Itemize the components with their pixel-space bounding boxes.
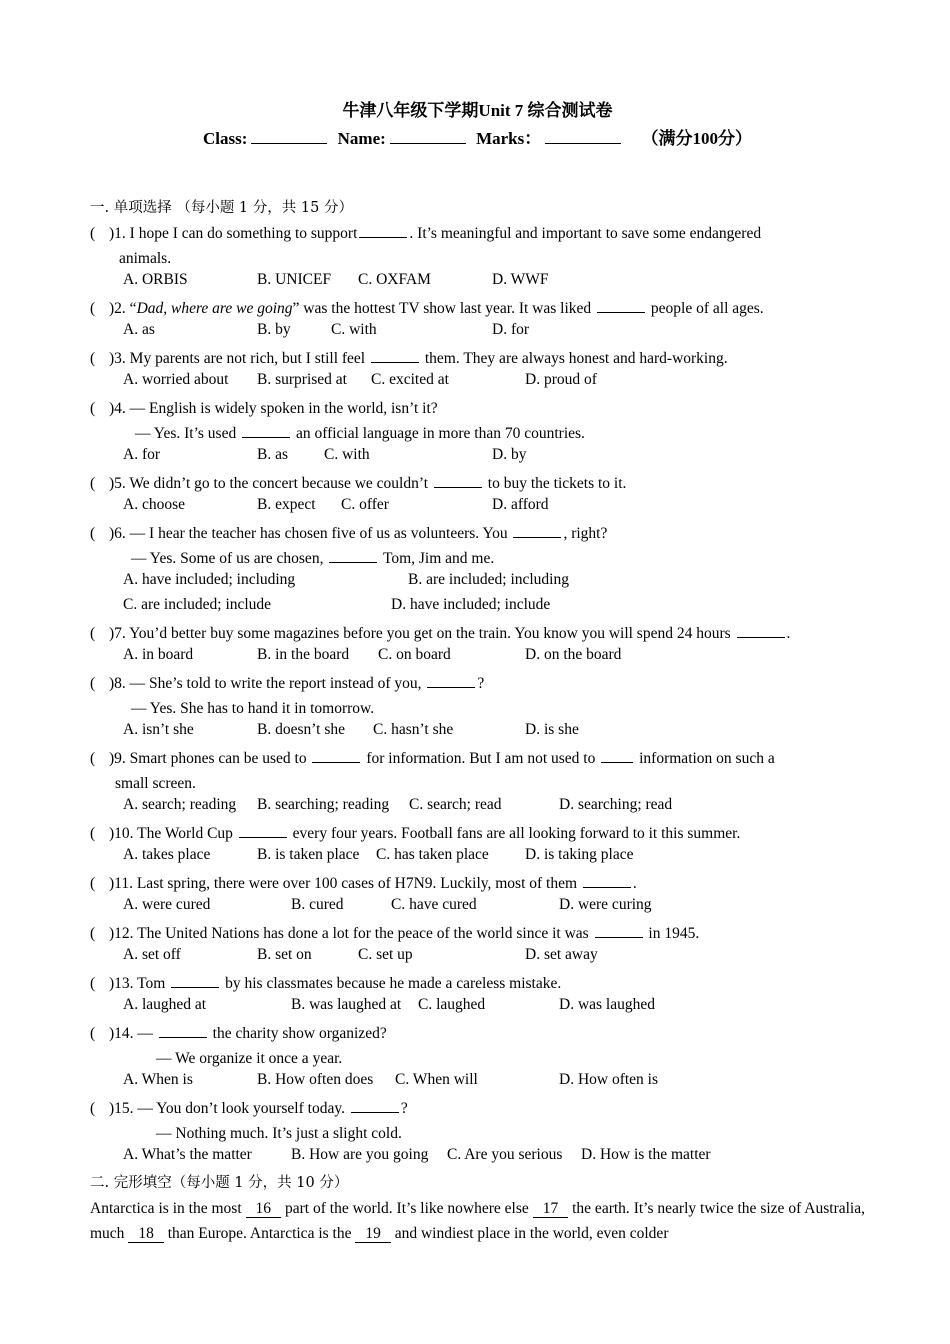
options-12: A. set off B. set on C. set up D. set away bbox=[123, 946, 598, 963]
class-blank[interactable] bbox=[251, 127, 327, 144]
question-13: ( )13. Tom by his classmates because he made a careless mistake. bbox=[90, 975, 562, 992]
options-9: A. search; reading B. searching; reading C. search; read D. searching; read bbox=[123, 796, 673, 813]
marks-blank[interactable] bbox=[545, 127, 621, 144]
answer-blank[interactable] bbox=[312, 748, 360, 763]
options-3: A. worried about B. surprised at C. excited at D. proud of bbox=[123, 371, 597, 388]
options-15: A. What’s the matter B. How are you going C. Are you serious D. How is the matter bbox=[123, 1146, 711, 1163]
answer-blank[interactable] bbox=[597, 298, 645, 313]
question-15: ( )15. — You don’t look yourself today. ? bbox=[90, 1100, 408, 1117]
answer-blank[interactable] bbox=[583, 873, 631, 888]
question-2: ( )2. “Dad, where are we going” was the hottest TV show last year. It was liked people of all ages. bbox=[90, 300, 764, 317]
answer-blank[interactable] bbox=[427, 673, 475, 688]
section2-heading: 二. 完形填空（每小题 1 分，共 10 分） bbox=[90, 1175, 349, 1191]
cloze-blank-19[interactable]: 19 bbox=[355, 1225, 391, 1243]
name-blank[interactable] bbox=[390, 127, 466, 144]
worksheet-page: 牛津八年级下学期Unit 7 综合测试卷 Class: Name: Marks： （满分100分） 一. 单项选择 （每小题 1 分，共 15 分） ( )1. I hope I can do something to support . It’s meaningful and important to save some endangered animals. A. ORBIS B. UNICEF C. OXFAM D. WWF ( )2. “Dad, where are we going” was the hottest TV show last year. It was liked people of all ages. A. as B. by C. with D. for ( )3. My parents are not rich, but I still feel them. They are always honest and hard-working. A. worried about B. surprised at C. excited at D. proud of ( )4. — English is widely spoken in the world, isn’t it? — Yes. It’s used an official language in more than 70 countries. A. for B. as C. with D. by ( )5. We didn’t go to the concert because we couldn’t to buy the tickets to it. A. choose B. expect C. offer D. afford ( )6. — I hear the teacher has chosen five of us as volunteers. You , right? — Yes. Some of us are chosen, Tom, Jim and me. A. have included; including B. are included; including C. are included; include D. have included; include ( )7. You’d better buy some magazines before you get on the train. You know you will spend 24 hours . A. in board B. in the board C. on board D. on the board ( )8. — She’s told to write the report instead of you, ? — Yes. She has to hand it in tomorrow. A. isn’t she B. doesn’t she C. hasn’t she D. is she ( )9. Smart phones can be used to for information. But I am not used to information on such a small screen. A. search; reading B. searching; reading C. search; read D. searching; read ( )10. The World Cup every four years. Football fans are all looking forward to it this summer. A. takes place B. is taken place C. has taken place D. is taking place ( )11. Last spring, there were over 100 cases of H7N9. Luckily, most of them . A. were cured B. cured C. have cured D. were curing ( )12. The United Nations has done a lot for the peace of the world since it was in 1945. A. set off B. set on C. set up D. set away ( )13. Tom by his classmates because he made a careless mistake. A. laughed at B. was laughed at C. laughed D. was laughed ( )14. — the charity show organized? — We organize it once a year. A. When is B. How often does C. When will D. How often is ( )15. — You don’t look yourself today. ? — Nothing much. It’s just a slight cold. A. What’s the matter B. How are you going C. Are you serious D. How is the matter 二. 完形填空（每小题 1 分，共 10 分） Antarctica is in the most 16 part of the world. It’s like nowhere else 17 the earth. It’s nearly twice the size of Australia, much 18 than Europe. Antarctica is the 19 and windiest place in the world, even colder bbox=[90, 98, 865, 1246]
cloze-blank-16[interactable]: 16 bbox=[246, 1200, 282, 1218]
answer-blank[interactable] bbox=[359, 223, 407, 238]
options-11: A. were cured B. cured C. have cured D. were curing bbox=[123, 896, 652, 913]
answer-blank[interactable] bbox=[601, 748, 633, 763]
options-7: A. in board B. in the board C. on board D. on the board bbox=[123, 646, 622, 663]
section1-heading: 一. 单项选择 （每小题 1 分，共 15 分） bbox=[90, 200, 353, 216]
question-10: ( )10. The World Cup every four years. Football fans are all looking forward to it this summer. bbox=[90, 825, 741, 842]
answer-blank[interactable] bbox=[159, 1023, 207, 1038]
options-4: A. for B. as C. with D. by bbox=[123, 446, 527, 463]
name-label: Name: bbox=[337, 129, 386, 148]
question-9: ( )9. Smart phones can be used to for information. But I am not used to information on such a bbox=[90, 750, 775, 767]
question-14: ( )14. — the charity show organized? bbox=[90, 1025, 387, 1042]
marks-label: Marks： bbox=[476, 129, 542, 148]
question-4: ( )4. — English is widely spoken in the world, isn’t it? bbox=[90, 400, 438, 417]
answer-blank[interactable] bbox=[595, 923, 643, 938]
answer-blank[interactable] bbox=[434, 473, 482, 488]
cloze-paragraph: Antarctica is in the most 16 part of the world. It’s like nowhere else 17 the earth. It’s nearly twice the size of Australia, much 18 than Europe. Antarctica is the 19 and windiest place in the world, even colder bbox=[90, 1200, 865, 1242]
cloze-blank-17[interactable]: 17 bbox=[533, 1200, 569, 1218]
question-11: ( )11. Last spring, there were over 100 cases of H7N9. Luckily, most of them . bbox=[90, 875, 637, 892]
answer-blank[interactable] bbox=[371, 348, 419, 363]
question-12: ( )12. The United Nations has done a lot for the peace of the world since it was in 1945. bbox=[90, 925, 700, 942]
answer-blank[interactable] bbox=[351, 1098, 399, 1113]
options-14: A. When is B. How often does C. When will D. How often is bbox=[123, 1071, 659, 1088]
page-title: 牛津八年级下学期Unit 7 综合测试卷 bbox=[342, 101, 613, 120]
cloze-blank-18[interactable]: 18 bbox=[128, 1225, 164, 1243]
question-7: ( )7. You’d better buy some magazines before you get on the train. You know you will spend 24 hours . bbox=[90, 625, 791, 642]
answer-blank[interactable] bbox=[242, 423, 290, 438]
options-1: A. ORBIS B. UNICEF C. OXFAM D. WWF bbox=[123, 271, 549, 288]
options-5: A. choose B. expect C. offer D. afford bbox=[123, 496, 549, 513]
answer-blank[interactable] bbox=[513, 523, 561, 538]
options-8: A. isn’t she B. doesn’t she C. hasn’t she D. is she bbox=[123, 721, 579, 738]
full-score: （满分100分） bbox=[641, 129, 752, 148]
options-10: A. takes place B. is taken place C. has taken place D. is taking place bbox=[123, 846, 634, 863]
question-1: ( )1. I hope I can do something to support . It’s meaningful and important to save some endangered bbox=[90, 225, 762, 242]
answer-blank[interactable] bbox=[329, 548, 377, 563]
student-info-line bbox=[90, 124, 865, 154]
question-5: ( )5. We didn’t go to the concert because we couldn’t to buy the tickets to it. bbox=[90, 475, 627, 492]
answer-blank[interactable] bbox=[171, 973, 219, 988]
options-2: A. as B. by C. with D. for bbox=[123, 321, 530, 338]
question-8: ( )8. — She’s told to write the report instead of you, ? bbox=[90, 675, 485, 692]
answer-blank[interactable] bbox=[239, 823, 287, 838]
options-6a: A. have included; including B. are included; including bbox=[123, 571, 569, 588]
class-label: Class: bbox=[203, 129, 248, 148]
options-6b: C. are included; include D. have included; include bbox=[123, 596, 551, 613]
question-6: ( )6. — I hear the teacher has chosen five of us as volunteers. You , right? bbox=[90, 525, 608, 542]
question-3: ( )3. My parents are not rich, but I still feel them. They are always honest and hard-working. bbox=[90, 350, 728, 367]
answer-blank[interactable] bbox=[737, 623, 785, 638]
options-13: A. laughed at B. was laughed at C. laughed D. was laughed bbox=[123, 996, 655, 1013]
